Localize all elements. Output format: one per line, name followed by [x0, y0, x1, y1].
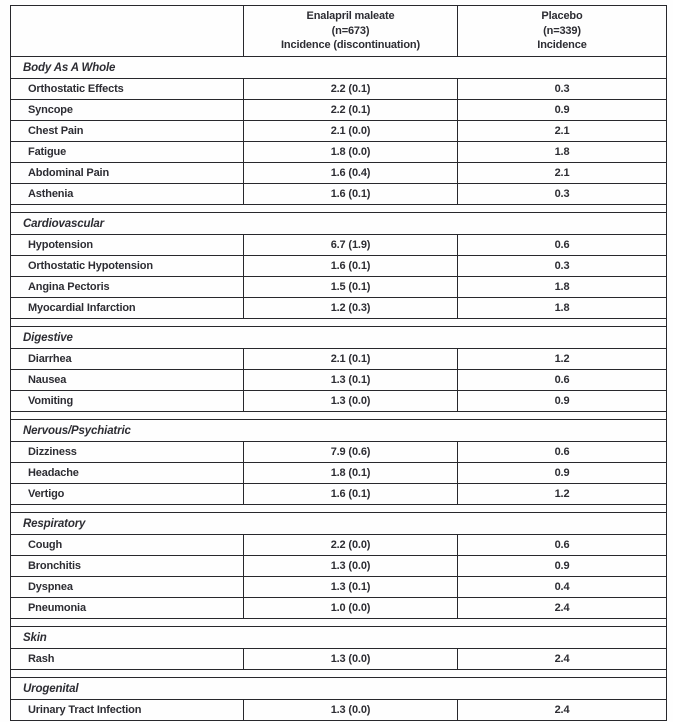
enalapril-value-cell: 1.3 (0.1)	[244, 370, 458, 391]
header-empty-cell	[11, 6, 244, 57]
row-label: Cough	[11, 535, 244, 556]
table-row	[11, 100, 667, 121]
placebo-value-cell: 0.9	[458, 100, 667, 121]
header-placebo-measure: Incidence	[537, 39, 587, 52]
table-row	[11, 463, 667, 484]
enalapril-value-cell: 6.7 (1.9)	[244, 235, 458, 256]
row-label: Urinary Tract Infection	[11, 700, 244, 721]
table-row	[11, 163, 667, 184]
enalapril-value-cell: 2.2 (0.1)	[244, 79, 458, 100]
table-row	[11, 442, 667, 463]
placebo-value-cell: 0.4	[458, 577, 667, 598]
header-enalapril-n: (n=673)	[331, 24, 370, 37]
enalapril-value-cell: 1.3 (0.0)	[244, 556, 458, 577]
placebo-value-cell: 0.6	[458, 370, 667, 391]
table-row	[11, 598, 667, 619]
row-label: Nausea	[11, 370, 244, 391]
placebo-value-cell: 0.3	[458, 256, 667, 277]
section-header-row	[11, 57, 667, 79]
row-label: Syncope	[11, 100, 244, 121]
row-label: Fatigue	[11, 142, 244, 163]
header-placebo-n: (n=339)	[543, 24, 581, 37]
adverse-reactions-table-body	[11, 57, 667, 721]
section-spacer-cell	[11, 319, 667, 327]
table-row	[11, 256, 667, 277]
placebo-value-cell: 1.8	[458, 298, 667, 319]
table-row	[11, 184, 667, 205]
row-label: Orthostatic Effects	[11, 79, 244, 100]
row-label: Orthostatic Hypotension	[11, 256, 244, 277]
section-spacer-row	[11, 619, 667, 627]
section-name: Cardiovascular	[11, 213, 667, 235]
row-label: Diarrhea	[11, 349, 244, 370]
row-label: Vomiting	[11, 391, 244, 412]
enalapril-value-cell: 1.5 (0.1)	[244, 277, 458, 298]
enalapril-value-cell: 1.6 (0.4)	[244, 163, 458, 184]
section-name: Urogenital	[11, 678, 667, 700]
table-row	[11, 577, 667, 598]
enalapril-value-cell: 7.9 (0.6)	[244, 442, 458, 463]
section-name: Respiratory	[11, 513, 667, 535]
section-name: Nervous/Psychiatric	[11, 420, 667, 442]
row-label: Bronchitis	[11, 556, 244, 577]
enalapril-value-cell: 2.2 (0.0)	[244, 535, 458, 556]
section-header-row	[11, 627, 667, 649]
table-row	[11, 391, 667, 412]
section-spacer-cell	[11, 412, 667, 420]
section-spacer-row	[11, 412, 667, 420]
table-row	[11, 298, 667, 319]
row-label: Hypotension	[11, 235, 244, 256]
placebo-value-cell: 1.8	[458, 277, 667, 298]
table-row	[11, 142, 667, 163]
section-spacer-row	[11, 505, 667, 513]
table-row	[11, 370, 667, 391]
row-label: Angina Pectoris	[11, 277, 244, 298]
section-header-row	[11, 420, 667, 442]
placebo-value-cell: 2.1	[458, 163, 667, 184]
table-row	[11, 235, 667, 256]
table-row	[11, 121, 667, 142]
enalapril-value-cell: 1.0 (0.0)	[244, 598, 458, 619]
section-name: Digestive	[11, 327, 667, 349]
header-enalapril-column	[244, 6, 458, 57]
placebo-value-cell: 0.9	[458, 463, 667, 484]
placebo-value-cell: 0.3	[458, 184, 667, 205]
placebo-value-cell: 2.4	[458, 598, 667, 619]
table-row	[11, 556, 667, 577]
section-header-row	[11, 678, 667, 700]
enalapril-value-cell: 2.2 (0.1)	[244, 100, 458, 121]
enalapril-value-cell: 1.6 (0.1)	[244, 256, 458, 277]
placebo-value-cell: 1.2	[458, 484, 667, 505]
section-spacer-cell	[11, 670, 667, 678]
placebo-value-cell: 1.2	[458, 349, 667, 370]
section-spacer-cell	[11, 619, 667, 627]
enalapril-value-cell: 1.3 (0.0)	[244, 700, 458, 721]
table-row	[11, 535, 667, 556]
row-label: Rash	[11, 649, 244, 670]
enalapril-value-cell: 1.8 (0.0)	[244, 142, 458, 163]
header-enalapril-measure: Incidence (discontinuation)	[281, 39, 420, 52]
section-name: Body As A Whole	[11, 57, 667, 79]
section-header-row	[11, 327, 667, 349]
row-label: Chest Pain	[11, 121, 244, 142]
placebo-value-cell: 0.3	[458, 79, 667, 100]
row-label: Vertigo	[11, 484, 244, 505]
section-spacer-row	[11, 670, 667, 678]
enalapril-value-cell: 1.3 (0.0)	[244, 391, 458, 412]
section-name: Skin	[11, 627, 667, 649]
placebo-value-cell: 1.8	[458, 142, 667, 163]
header-placebo-name: Placebo	[541, 9, 583, 22]
section-spacer-row	[11, 205, 667, 213]
row-label: Headache	[11, 463, 244, 484]
row-label: Dizziness	[11, 442, 244, 463]
placebo-value-cell: 0.6	[458, 235, 667, 256]
table-row	[11, 700, 667, 721]
placebo-value-cell: 0.9	[458, 556, 667, 577]
section-spacer-row	[11, 319, 667, 327]
enalapril-value-cell: 1.6 (0.1)	[244, 484, 458, 505]
placebo-value-cell: 2.1	[458, 121, 667, 142]
placebo-value-cell: 0.6	[458, 535, 667, 556]
enalapril-value-cell: 1.6 (0.1)	[244, 184, 458, 205]
section-spacer-cell	[11, 205, 667, 213]
enalapril-value-cell: 2.1 (0.0)	[244, 121, 458, 142]
enalapril-value-cell: 1.8 (0.1)	[244, 463, 458, 484]
enalapril-value-cell: 2.1 (0.1)	[244, 349, 458, 370]
section-header-row	[11, 213, 667, 235]
header-placebo-column	[458, 6, 667, 57]
adverse-reactions-table	[10, 5, 667, 721]
enalapril-value-cell: 1.3 (0.1)	[244, 577, 458, 598]
table-row	[11, 484, 667, 505]
row-label: Pneumonia	[11, 598, 244, 619]
table-row	[11, 349, 667, 370]
enalapril-value-cell: 1.2 (0.3)	[244, 298, 458, 319]
row-label: Dyspnea	[11, 577, 244, 598]
header-enalapril-name: Enalapril maleate	[306, 9, 395, 22]
table-row	[11, 277, 667, 298]
row-label: Asthenia	[11, 184, 244, 205]
placebo-value-cell: 2.4	[458, 700, 667, 721]
row-label: Abdominal Pain	[11, 163, 244, 184]
section-header-row	[11, 513, 667, 535]
section-spacer-cell	[11, 505, 667, 513]
placebo-value-cell: 0.9	[458, 391, 667, 412]
placebo-value-cell: 2.4	[458, 649, 667, 670]
table-header-row	[11, 6, 667, 57]
placebo-value-cell: 0.6	[458, 442, 667, 463]
row-label: Myocardial Infarction	[11, 298, 244, 319]
table-row	[11, 79, 667, 100]
table-row	[11, 649, 667, 670]
enalapril-value-cell: 1.3 (0.0)	[244, 649, 458, 670]
